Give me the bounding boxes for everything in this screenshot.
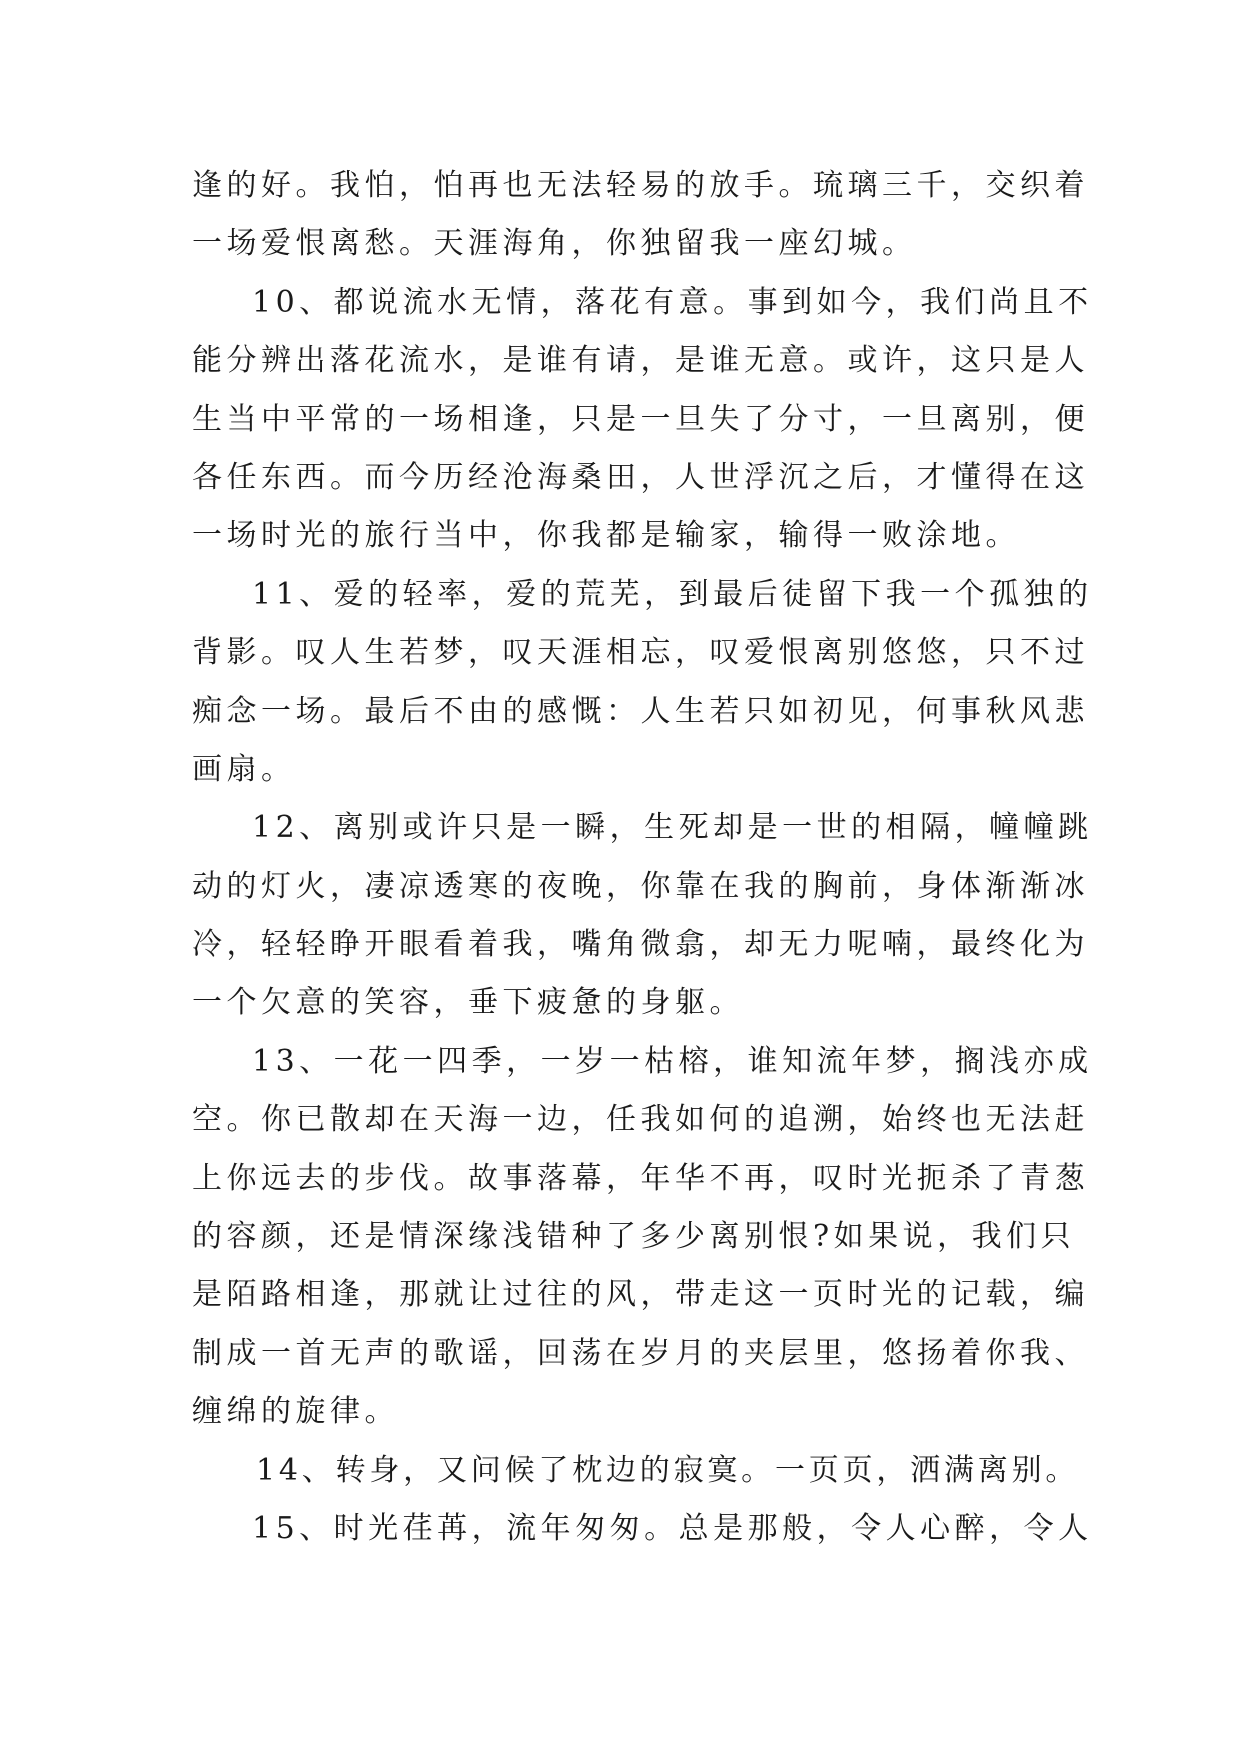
text-line: 缠绵的旋律。: [192, 1394, 399, 1430]
text-line: 画扇。: [192, 751, 296, 787]
text-line: 空。你已散却在天海一边，任我如何的追溯，始终也无法赶: [192, 1102, 1089, 1138]
text-line: 痴念一场。最后不由的感慨：人生若只如初见，何事秋风悲: [192, 693, 1089, 729]
paragraph-start-line: 10、都说流水无情，落花有意。事到如今，我们尚且不: [252, 284, 1093, 320]
text-line: 生当中平常的一场相逢，只是一旦失了分寸，一旦离别，便: [192, 401, 1089, 437]
text-line: 一个欠意的笑容，垂下疲惫的身躯。: [192, 985, 744, 1021]
text-line: 一场爱恨离愁。天涯海角，你独留我一座幻城。: [192, 226, 917, 262]
paragraph-start-line: 11、爱的轻率，爱的荒芜，到最后徒留下我一个孤独的: [252, 576, 1093, 612]
paragraph-start-line: 15、时光荏苒，流年匆匆。总是那般，令人心醉，令人: [252, 1510, 1093, 1546]
text-line: 是陌路相逢，那就让过往的风，带走这一页时光的记载，编: [192, 1277, 1089, 1313]
body-text: [192, 157, 1093, 1558]
text-line: 逢的好。我怕，怕再也无法轻易的放手。琉璃三千，交织着: [192, 168, 1089, 203]
text-line: 各任东西。而今历经沧海桑田，人世浮沉之后，才懂得在这: [192, 459, 1089, 495]
text-line: 一场时光的旅行当中，你我都是输家，输得一败涂地。: [192, 518, 1020, 554]
text-line: 制成一首无声的歌谣，回荡在岁月的夹层里，悠扬着你我、: [192, 1335, 1089, 1371]
text-line: 动的灯火，凄凉透寒的夜晚，你靠在我的胸前，身体渐渐冰: [192, 868, 1089, 904]
paragraph-start-line: 12、离别或许只是一瞬，生死却是一世的相隔，幢幢跳: [252, 810, 1093, 846]
text-line: 冷，轻轻睁开眼看着我，嘴角微翕，却无力呢喃，最终化为: [192, 927, 1089, 963]
text-line: 上你远去的步伐。故事落幕，年华不再，叹时光扼杀了青葱: [192, 1160, 1089, 1196]
paragraph-start-line: 13、一花一四季，一岁一枯榕，谁知流年梦，搁浅亦成: [252, 1043, 1093, 1079]
text-line: 能分辨出落花流水，是谁有请，是谁无意。或许，这只是人: [192, 343, 1089, 379]
paragraph-start-line: 14、转身，又问候了枕边的寂寞。一页页，洒满离别。: [256, 1452, 1080, 1488]
text-line: 背影。叹人生若梦，叹天涯相忘，叹爱恨离别悠悠，只不过: [192, 635, 1089, 671]
text-line: 的容颜，还是情深缘浅错种了多少离别恨?如果说，我们只: [192, 1219, 1076, 1255]
